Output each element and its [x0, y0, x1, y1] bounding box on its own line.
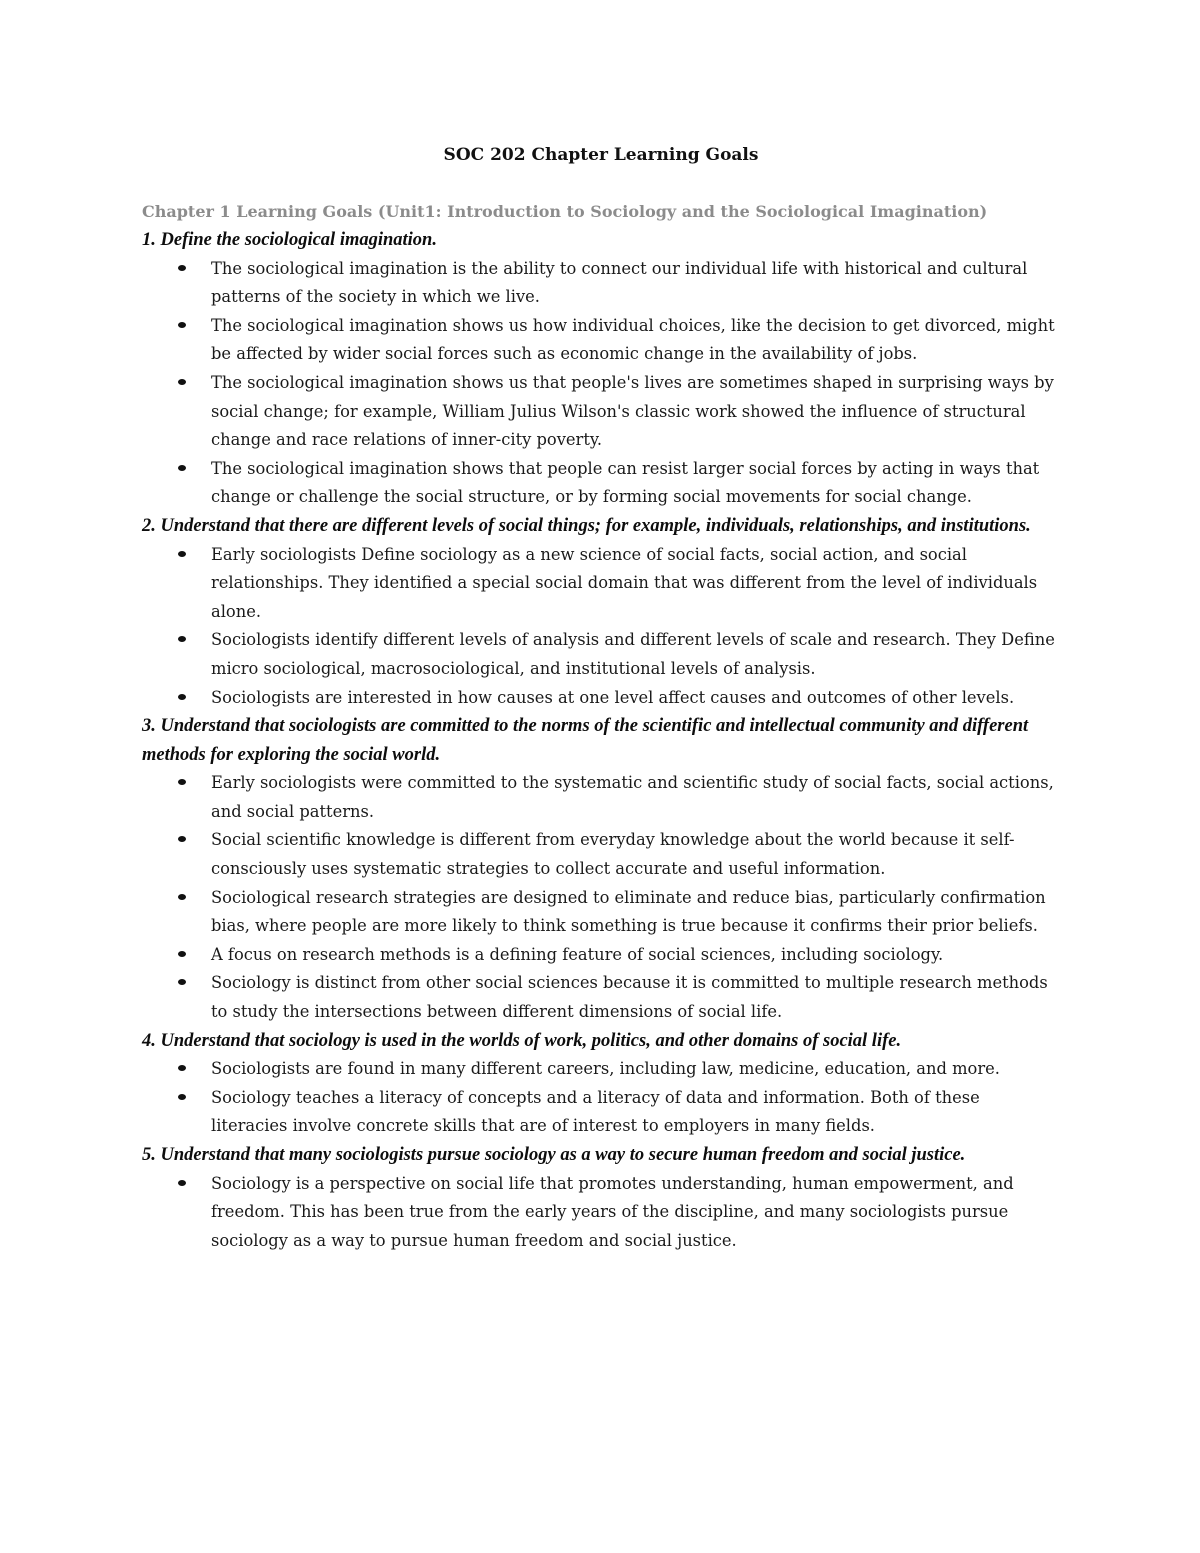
- list-item-text: Sociologists are found in many different careers, including law, medicine, education, and more.: [211, 1059, 1000, 1079]
- goal-heading: 2. Understand that there are different levels of social things; for example, individuals, relationships, and institutions.: [142, 515, 1031, 536]
- goal-heading: 4. Understand that sociology is used in the worlds of work, politics, and other domains of social life.: [142, 1030, 902, 1051]
- list-item: [142, 626, 1060, 683]
- list-item: [142, 1055, 1060, 1084]
- bullet-icon: [178, 951, 186, 957]
- list-item: [142, 255, 1060, 312]
- list-item: [142, 941, 1060, 970]
- learning-goal-1: [142, 226, 1060, 512]
- bullet-icon: [178, 636, 186, 642]
- list-item-text: Social scientific knowledge is different from everyday knowledge about the world because it self-consciously uses systematic strategies to collect accurate and useful information.: [211, 830, 1015, 879]
- list-item-text: Sociology is distinct from other social sciences because it is committed to multiple research methods to study the intersections between different dimensions of social life.: [211, 973, 1048, 1022]
- learning-goal-3: [142, 712, 1060, 1027]
- list-item: [142, 684, 1060, 713]
- bullet-icon: [178, 694, 186, 700]
- bullet-list: [142, 541, 1060, 713]
- list-item-text: Early sociologists were committed to the systematic and scientific study of social facts, social actions, and social patterns.: [211, 773, 1054, 821]
- bullet-icon: [178, 894, 186, 900]
- bullet-icon: [178, 322, 186, 328]
- chapter-heading: Chapter 1 Learning Goals (Unit1: Introduction to Sociology and the Sociological Imagination): [142, 202, 988, 221]
- learning-goals: [142, 226, 1060, 1255]
- learning-goal-4: [142, 1027, 1060, 1141]
- list-item: [142, 1084, 1060, 1141]
- bullet-icon: [178, 1065, 186, 1071]
- list-item-text: The sociological imagination shows that people can resist larger social forces by acting in ways that change or challenge the social structure, or by forming social movements for social change.: [211, 458, 1040, 507]
- bullet-icon: [178, 836, 186, 842]
- list-item-text: The sociological imagination shows us that people's lives are sometimes shaped in surprising ways by social change; for example, William Julius Wilson's classic work showed the influence of structural change and race relations of inner-city poverty.: [211, 372, 1054, 450]
- list-item-text: The sociological imagination is the ability to connect our individual life with historical and cultural patterns of the society in which we live.: [211, 258, 1028, 307]
- list-item: [142, 969, 1060, 1026]
- goal-heading: 3. Understand that sociologists are committed to the norms of the scientific and intellectual community and different methods for exploring the social world.: [142, 716, 1029, 765]
- list-item: [142, 455, 1060, 512]
- list-item: [142, 1170, 1060, 1256]
- bullet-list: [142, 255, 1060, 512]
- list-item-text: Early sociologists Define sociology as a new science of social facts, social action, and social relationships. They identified a special social domain that was different from the level of individuals alone.: [211, 544, 1038, 621]
- bullet-icon: [178, 551, 186, 557]
- bullet-icon: [178, 979, 186, 985]
- goal-heading: 5. Understand that many sociologists pursue sociology as a way to secure human freedom and social justice.: [142, 1145, 966, 1165]
- bullet-list: [142, 1055, 1060, 1141]
- list-item: [142, 369, 1060, 455]
- bullet-icon: [178, 465, 186, 471]
- learning-goal-2: [142, 512, 1060, 712]
- list-item: [142, 769, 1060, 826]
- bullet-icon: [178, 265, 186, 271]
- goal-heading: 1. Define the sociological imagination.: [142, 230, 437, 250]
- list-item-text: A focus on research methods is a defining feature of social sciences, including sociology.: [211, 944, 944, 964]
- bullet-list: [142, 1170, 1060, 1256]
- bullet-icon: [178, 1180, 186, 1186]
- bullet-icon: [178, 1094, 186, 1100]
- bullet-icon: [178, 779, 186, 785]
- bullet-icon: [178, 379, 186, 385]
- learning-goal-5: [142, 1141, 1060, 1255]
- document-title: SOC 202 Chapter Learning Goals: [443, 145, 759, 165]
- list-item-text: Sociology is a perspective on social life that promotes understanding, human empowerment, and freedom. This has been true from the early years of the discipline, and many sociologists pursue sociology as a way to pursue human freedom and social justice.: [211, 1173, 1014, 1250]
- list-item-text: Sociological research strategies are designed to eliminate and reduce bias, particularly confirmation bias, where people are more likely to think something is true because it confirms their prior beliefs.: [211, 887, 1046, 936]
- list-item-text: Sociologists identify different levels of analysis and different levels of scale and research. They Define micro sociological, macrosociological, and institutional levels of analysis.: [211, 630, 1055, 678]
- list-item: [142, 541, 1060, 627]
- list-item: [142, 312, 1060, 369]
- list-item: [142, 884, 1060, 941]
- list-item-text: Sociologists are interested in how causes at one level affect causes and outcomes of other levels.: [211, 687, 1015, 707]
- bullet-list: [142, 769, 1060, 1026]
- list-item-text: Sociology teaches a literacy of concepts and a literacy of data and information. Both of these literacies involve concrete skills that are of interest to employers in many fields.: [211, 1087, 980, 1136]
- list-item-text: The sociological imagination shows us how individual choices, like the decision to get divorced, might be affected by wider social forces such as economic change in the availability of jobs.: [211, 315, 1055, 364]
- list-item: [142, 826, 1060, 883]
